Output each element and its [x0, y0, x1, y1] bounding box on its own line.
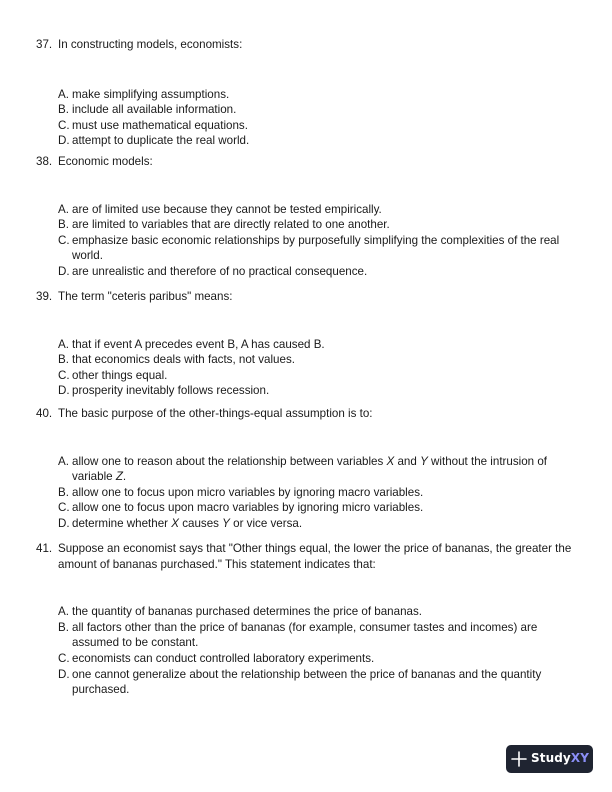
- option-letter: B.: [58, 353, 69, 367]
- option-text: attempt to duplicate the real world.: [72, 134, 250, 148]
- variable-y: Y: [222, 516, 230, 530]
- answer-option-a: [58, 202, 576, 218]
- option-letter: C.: [58, 233, 70, 247]
- option-letter: B.: [58, 103, 69, 117]
- answer-option-c: [58, 233, 576, 264]
- studyxy-logo-badge[interactable]: [506, 745, 593, 773]
- answer-option-b: [58, 102, 576, 118]
- option-text: must use mathematical equations.: [72, 118, 248, 132]
- answer-option-b: [58, 485, 576, 501]
- option-text: [72, 516, 576, 532]
- option-letter: D.: [58, 516, 70, 530]
- answer-option-b: [58, 352, 576, 368]
- option-letter: A.: [58, 337, 69, 351]
- option-letter: C.: [58, 501, 70, 515]
- option-letter: D.: [58, 667, 70, 681]
- option-text-part: and: [394, 454, 421, 468]
- variable-x: X: [171, 516, 179, 530]
- answer-option-d: [58, 383, 576, 399]
- option-text: that economics deals with facts, not values.: [72, 353, 295, 367]
- answer-options: [58, 202, 576, 280]
- option-text-part: .: [122, 470, 127, 484]
- option-text: make simplifying assumptions.: [72, 87, 230, 101]
- variable-y: Y: [420, 454, 428, 468]
- brand-name-accent: XY: [570, 751, 589, 766]
- answer-option-d: [58, 133, 576, 149]
- answer-option-c: [58, 500, 576, 516]
- question-stem-row: [36, 289, 576, 305]
- answer-options: [58, 604, 576, 698]
- plus-icon: [511, 751, 527, 767]
- option-letter: B.: [58, 485, 69, 499]
- question-stem: Economic models:: [58, 155, 153, 168]
- question-stem-row: [36, 154, 576, 170]
- answer-option-c: [58, 118, 576, 134]
- question-38: [36, 154, 576, 280]
- option-letter: C.: [58, 651, 70, 665]
- option-text-part: determine whether: [72, 516, 172, 530]
- option-text: allow one to focus upon macro variables by ignoring micro variables.: [72, 501, 424, 515]
- option-text: are limited to variables that are directly related to one another.: [72, 218, 390, 232]
- option-text: other things equal.: [72, 368, 168, 382]
- question-number: 38.: [36, 155, 53, 168]
- answer-option-c: [58, 651, 576, 667]
- answer-option-d: [58, 667, 576, 698]
- brand-name-main: Study: [531, 751, 571, 766]
- option-letter: D.: [58, 134, 70, 148]
- variable-x: X: [386, 454, 395, 468]
- question-number: 41.: [36, 542, 53, 555]
- option-text: the quantity of bananas purchased determines the price of bananas.: [72, 605, 422, 619]
- option-letter: A.: [58, 605, 69, 619]
- option-letter: A.: [58, 454, 69, 468]
- option-text: economists can conduct controlled laboratory experiments.: [72, 651, 375, 665]
- option-letter: B.: [58, 620, 69, 634]
- option-text: include all available information.: [72, 103, 237, 117]
- brand-name: [531, 751, 589, 767]
- option-text-part: causes: [178, 516, 223, 530]
- option-text-part: or vice versa.: [229, 516, 303, 530]
- question-37: [36, 37, 576, 149]
- question-stem: Suppose an economist says that "Other things equal, the lower the price of bananas, the greater the amount of bananas purchased." This statement indicates that:: [58, 542, 572, 571]
- answer-options: [58, 87, 576, 149]
- question-number: 40.: [36, 407, 53, 420]
- option-letter: B.: [58, 218, 69, 232]
- question-39: [36, 289, 576, 399]
- variable-z: Z: [115, 470, 123, 484]
- answer-option-d: [58, 264, 576, 280]
- answer-option-b: [58, 217, 576, 233]
- option-letter: D.: [58, 264, 70, 278]
- answer-option-b: [58, 620, 576, 651]
- answer-options: [58, 454, 576, 532]
- question-stem: In constructing models, economists:: [58, 38, 243, 51]
- option-letter: C.: [58, 368, 70, 382]
- answer-option-a: [58, 337, 576, 353]
- question-41: [36, 541, 576, 698]
- option-text: that if event A precedes event B, A has caused B.: [72, 337, 325, 351]
- answer-option-a: [58, 454, 576, 485]
- option-letter: A.: [58, 202, 69, 216]
- answer-option-c: [58, 368, 576, 384]
- question-stem: The term "ceteris paribus" means:: [58, 290, 233, 303]
- option-letter: C.: [58, 118, 70, 132]
- question-stem: The basic purpose of the other-things-equal assumption is to:: [58, 407, 373, 420]
- question-number: 39.: [36, 290, 53, 303]
- option-letter: A.: [58, 87, 69, 101]
- option-text: [72, 454, 576, 485]
- option-text: one cannot generalize about the relationship between the price of bananas and the quantity purchased.: [72, 667, 542, 697]
- question-stem-row: [36, 541, 576, 572]
- option-text: are of limited use because they cannot be tested empirically.: [72, 202, 382, 216]
- option-text-part: without the intrusion of variable: [72, 454, 548, 484]
- question-stem-row: [36, 406, 576, 422]
- option-text: all factors other than the price of bananas (for example, consumer tastes and incomes) are assumed to be constant.: [72, 620, 538, 650]
- answer-option-a: [58, 604, 576, 620]
- option-text: prosperity inevitably follows recession.: [72, 384, 270, 398]
- option-text: emphasize basic economic relationships by purposefully simplifying the complexities of the real world.: [72, 233, 560, 263]
- option-text: are unrealistic and therefore of no practical consequence.: [72, 264, 368, 278]
- question-number: 37.: [36, 38, 53, 51]
- answer-option-a: [58, 87, 576, 103]
- answer-option-d: [58, 516, 576, 532]
- option-text-part: allow one to reason about the relationship between variables: [72, 454, 387, 468]
- option-letter: D.: [58, 384, 70, 398]
- question-40: [36, 406, 576, 532]
- option-text: allow one to focus upon micro variables by ignoring macro variables.: [72, 485, 424, 499]
- answer-options: [58, 337, 576, 399]
- question-stem-row: [36, 37, 576, 53]
